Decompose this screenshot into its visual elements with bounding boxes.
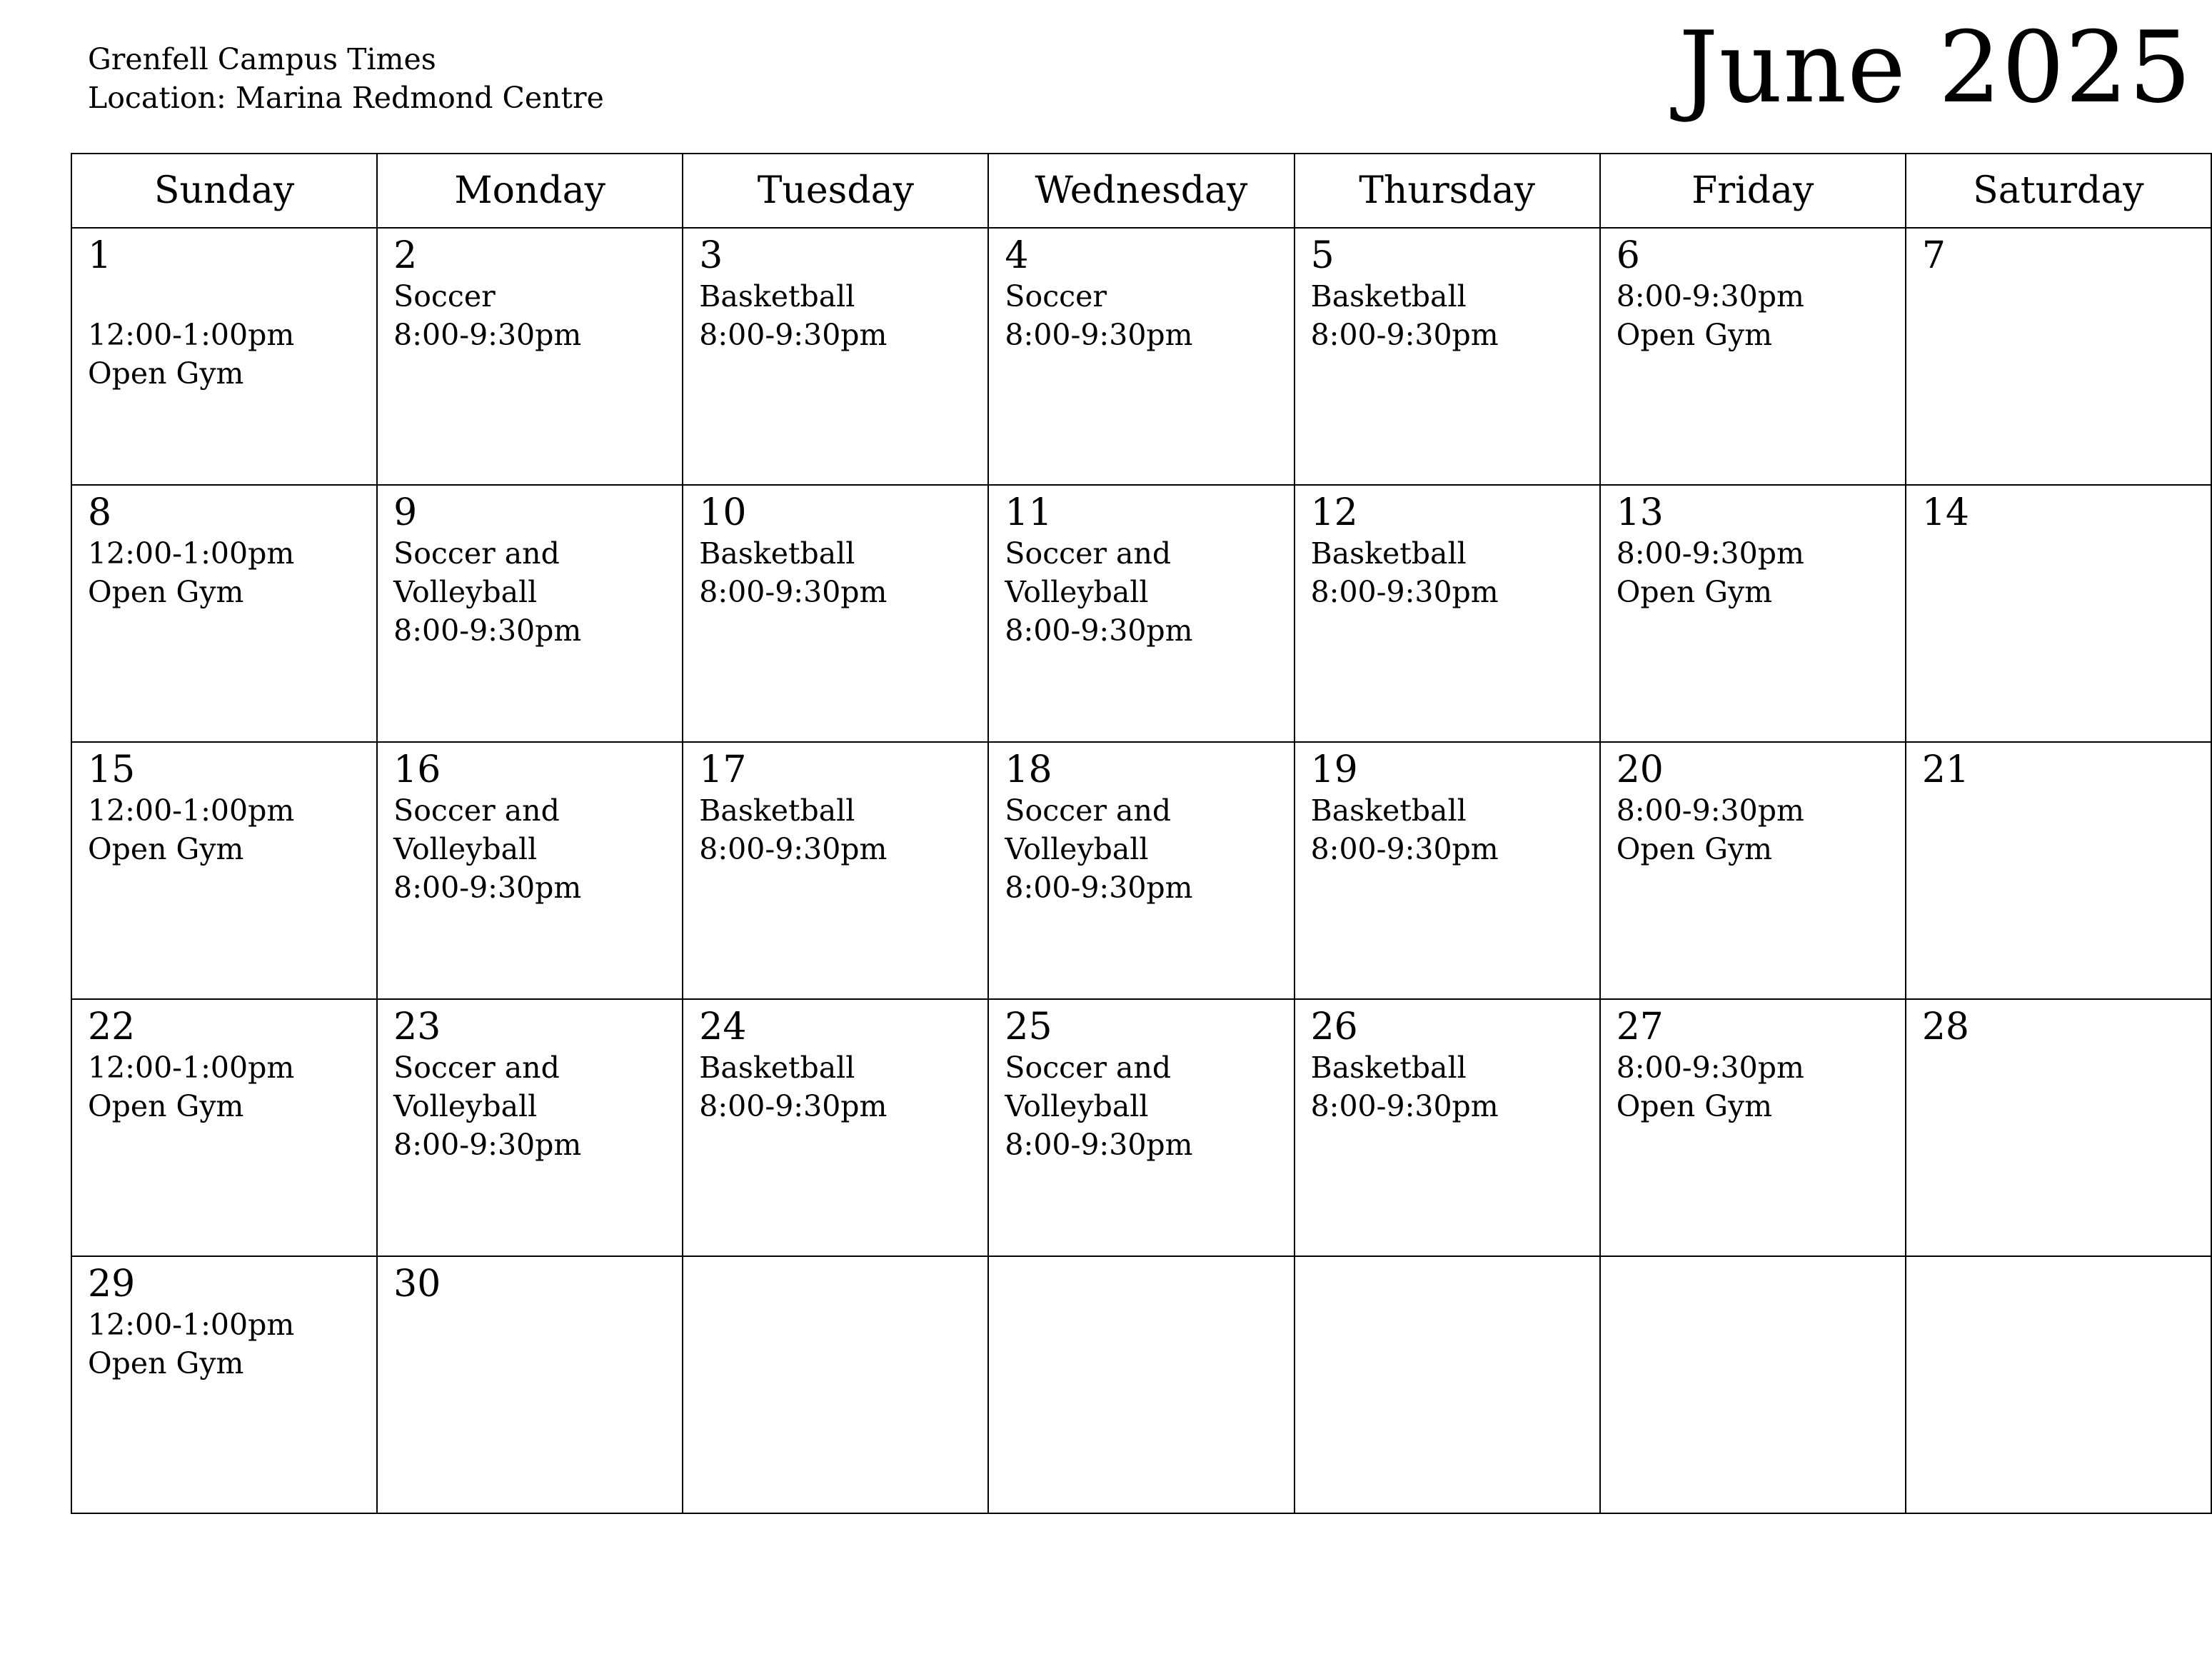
event-text: Soccer [393, 279, 496, 314]
day-number: 24 [699, 1006, 747, 1048]
day-cell [683, 229, 989, 486]
event-text [88, 277, 361, 316]
event-text: Volleyball [1005, 832, 1149, 866]
day-number: 3 [699, 234, 723, 277]
event-text: Volleyball [1005, 1089, 1149, 1123]
event-text: 8:00-9:30pm [1310, 575, 1499, 609]
event-text: Soccer and [393, 536, 560, 571]
event-text: 8:00-9:30pm [699, 1089, 888, 1123]
weekday-header-wednesday: Wednesday [989, 154, 1294, 229]
event-text: Volleyball [393, 1089, 538, 1123]
event-text: Open Gym [88, 356, 244, 391]
day-number: 7 [1921, 234, 1946, 277]
day-cell [1295, 1000, 1601, 1257]
weekday-header-tuesday: Tuesday [683, 154, 989, 229]
event-text: Basketball [699, 279, 855, 314]
org-name: Grenfell Campus Times [88, 42, 436, 76]
day-number: 21 [1921, 748, 1970, 791]
weekday-header-thursday: Thursday [1295, 154, 1601, 229]
day-cell [683, 1000, 989, 1257]
day-cell [378, 486, 683, 743]
event-text: Volleyball [393, 575, 538, 609]
weekday-header-saturday: Saturday [1906, 154, 2212, 229]
event-text: 8:00-9:30pm [1616, 536, 1804, 571]
day-cell [378, 229, 683, 486]
day-number: 25 [1005, 1006, 1052, 1048]
event-text: 12:00-1:00pm [88, 318, 295, 352]
day-number: 28 [1921, 1006, 1970, 1048]
event-text: Basketball [1310, 279, 1467, 314]
event-text: 8:00-9:30pm [393, 318, 582, 352]
day-number: 27 [1616, 1006, 1664, 1048]
event-text: Open Gym [1616, 832, 1773, 866]
event-text: Basketball [1310, 536, 1467, 571]
event-text: 8:00-9:30pm [393, 871, 582, 905]
event-text: 12:00-1:00pm [88, 793, 295, 828]
day-number: 14 [1921, 491, 1970, 534]
day-number: 10 [699, 491, 747, 534]
day-number: 23 [393, 1006, 441, 1048]
day-cell [683, 743, 989, 1000]
event-text: 8:00-9:30pm [1616, 1051, 1804, 1085]
day-number: 13 [1616, 491, 1664, 534]
day-number: 8 [88, 491, 112, 534]
day-cell [1906, 743, 2212, 1000]
day-cell [72, 1000, 378, 1257]
event-text: Basketball [699, 536, 855, 571]
day-cell [378, 1257, 683, 1514]
day-cell [72, 486, 378, 743]
day-number: 30 [393, 1263, 441, 1305]
location-text: Location: Marina Redmond Centre [88, 81, 604, 115]
day-cell [72, 1257, 378, 1514]
event-text: 8:00-9:30pm [1005, 1128, 1193, 1162]
event-text: 12:00-1:00pm [88, 1051, 295, 1085]
event-text: Soccer and [393, 1051, 560, 1085]
event-text: Soccer and [393, 793, 560, 828]
weekday-header-friday: Friday [1601, 154, 1906, 229]
day-cell [989, 486, 1294, 743]
day-cell [1601, 486, 1906, 743]
day-cell [1601, 229, 1906, 486]
day-number: 16 [393, 748, 441, 791]
event-text: Soccer and [1005, 536, 1172, 571]
day-cell [1295, 486, 1601, 743]
event-text: 8:00-9:30pm [1005, 318, 1193, 352]
weekday-header-monday: Monday [378, 154, 683, 229]
day-cell [1906, 486, 2212, 743]
event-text: 8:00-9:30pm [393, 1128, 582, 1162]
event-text: Basketball [1310, 793, 1467, 828]
day-number: 17 [699, 748, 747, 791]
day-number: 4 [1005, 234, 1029, 277]
event-text: 8:00-9:30pm [699, 575, 888, 609]
day-number: 29 [88, 1263, 136, 1305]
event-text: Soccer [1005, 279, 1107, 314]
event-text: Volleyball [1005, 575, 1149, 609]
day-cell [683, 1257, 989, 1514]
day-number: 1 [88, 234, 112, 277]
event-text: Open Gym [1616, 1089, 1773, 1123]
day-cell [1601, 1257, 1906, 1514]
event-text: 8:00-9:30pm [1310, 318, 1499, 352]
day-cell [683, 486, 989, 743]
day-number: 12 [1310, 491, 1358, 534]
day-cell [1295, 229, 1601, 486]
day-cell [72, 743, 378, 1000]
event-text: 12:00-1:00pm [88, 1308, 295, 1342]
event-text: Open Gym [88, 1089, 244, 1123]
day-cell [1601, 1000, 1906, 1257]
day-cell [1601, 743, 1906, 1000]
event-text: 8:00-9:30pm [699, 832, 888, 866]
day-number: 5 [1310, 234, 1334, 277]
event-text: Volleyball [393, 832, 538, 866]
day-number: 20 [1616, 748, 1664, 791]
event-text: Open Gym [88, 832, 244, 866]
day-number: 15 [88, 748, 136, 791]
day-cell [989, 229, 1294, 486]
day-cell [989, 1257, 1294, 1514]
day-cell [1295, 1257, 1601, 1514]
event-text: Basketball [1310, 1051, 1467, 1085]
day-number: 11 [1005, 491, 1052, 534]
event-text: Open Gym [88, 575, 244, 609]
day-cell [989, 1000, 1294, 1257]
day-number: 26 [1310, 1006, 1358, 1048]
event-text: 8:00-9:30pm [1005, 871, 1193, 905]
page-title: June 2025 [1679, 10, 2192, 125]
day-cell [989, 743, 1294, 1000]
event-text: Soccer and [1005, 793, 1172, 828]
day-cell [1906, 1257, 2212, 1514]
event-text: 8:00-9:30pm [1310, 832, 1499, 866]
day-number: 19 [1310, 748, 1358, 791]
day-cell [378, 743, 683, 1000]
event-text: Open Gym [88, 1346, 244, 1380]
event-text: Open Gym [1616, 318, 1773, 352]
event-text: Open Gym [1616, 575, 1773, 609]
day-number: 6 [1616, 234, 1640, 277]
event-text: 8:00-9:30pm [393, 613, 582, 648]
day-cell [1906, 229, 2212, 486]
event-text: 8:00-9:30pm [1005, 613, 1193, 648]
event-text: 8:00-9:30pm [699, 318, 888, 352]
day-cell [72, 229, 378, 486]
event-text: 8:00-9:30pm [1616, 793, 1804, 828]
event-text: Soccer and [1005, 1051, 1172, 1085]
header-info [88, 40, 604, 117]
day-number: 9 [393, 491, 418, 534]
event-text: 8:00-9:30pm [1616, 279, 1804, 314]
day-number: 22 [88, 1006, 136, 1048]
day-number: 2 [393, 234, 418, 277]
event-text: 8:00-9:30pm [1310, 1089, 1499, 1123]
weekday-header-sunday: Sunday [72, 154, 378, 229]
event-text: Basketball [699, 1051, 855, 1085]
day-cell [378, 1000, 683, 1257]
day-number: 18 [1005, 748, 1052, 791]
day-cell [1906, 1000, 2212, 1257]
event-text: Basketball [699, 793, 855, 828]
day-cell [1295, 743, 1601, 1000]
calendar-grid [71, 153, 2212, 1514]
event-text: 12:00-1:00pm [88, 536, 295, 571]
